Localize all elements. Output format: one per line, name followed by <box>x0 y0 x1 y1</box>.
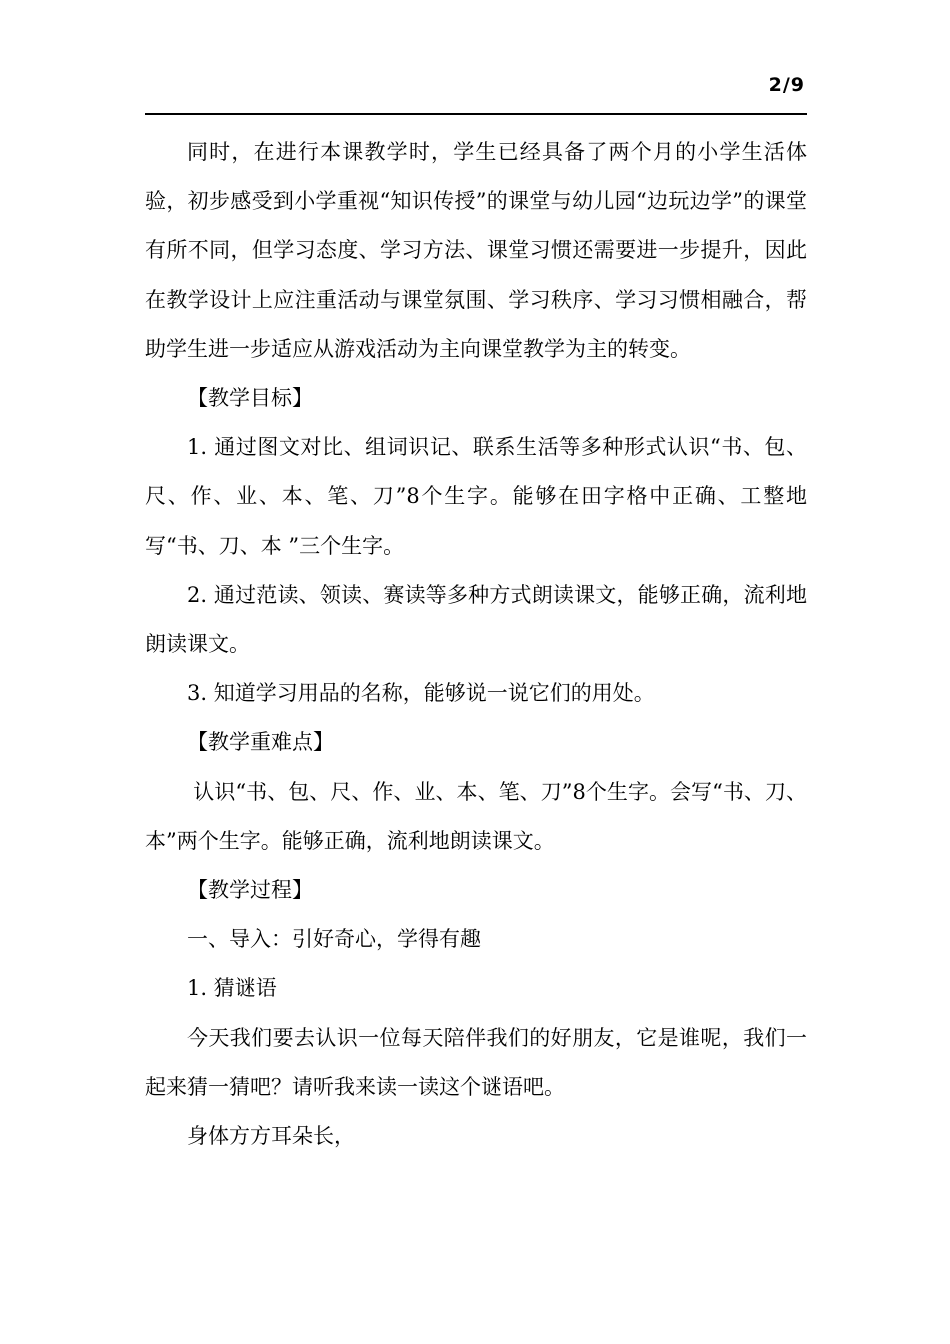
paragraph-riddle-intro: 今天我们要去认识一位每天陪伴我们的好朋友，它是谁呢，我们一起来猜一猜吧？请听我来读一读这个谜语吧。 <box>145 1025 807 1099</box>
step-riddle: 1. 猜谜语 <box>187 976 277 1001</box>
section-introduction: 一、导入：引好奇心，学得有趣 <box>187 927 481 952</box>
document-body <box>145 128 807 1161</box>
page-number: 2/9 <box>768 74 805 96</box>
heading-key-difficulties: 【教学重难点】 <box>187 730 334 755</box>
objective-3: 3. 知道学习用品的名称，能够说一说它们的用处。 <box>187 681 655 706</box>
heading-teaching-objectives: 【教学目标】 <box>187 386 313 411</box>
objective-1: 1. 通过图文对比、组词识记、联系生活等多种形式认识“书、包、尺、作、业、本、笔、刀”8个生字。能够在田字格中正确、工整地写“书、刀、本 ”三个生字。 <box>145 435 807 558</box>
header-divider <box>145 113 807 115</box>
objective-2: 2. 通过范读、领读、赛读等多种方式朗读课文，能够正确，流利地朗读课文。 <box>145 582 807 657</box>
riddle-line-1: 身体方方耳朵长， <box>187 1124 355 1149</box>
paragraph-student-context: 同时，在进行本课教学时，学生已经具备了两个月的小学生活体验，初步感受到小学重视“知识传授”的课堂与幼儿园“边玩边学”的课堂有所不同，但学习态度、学习方法、课堂习惯还需要进一步提升，因此在教学设计上应注重活动与课堂氛围、学习秩序、学习习惯相融合，帮助学生进一步适应从游戏活动为主向课堂教学为主的转变。 <box>145 140 807 361</box>
paragraph-key-difficulties: 认识“书、包、尺、作、业、本、笔、刀”8个生字。会写“书、刀、本”两个生字。能够正确，流利地朗读课文。 <box>145 779 807 853</box>
heading-teaching-process: 【教学过程】 <box>187 878 313 903</box>
